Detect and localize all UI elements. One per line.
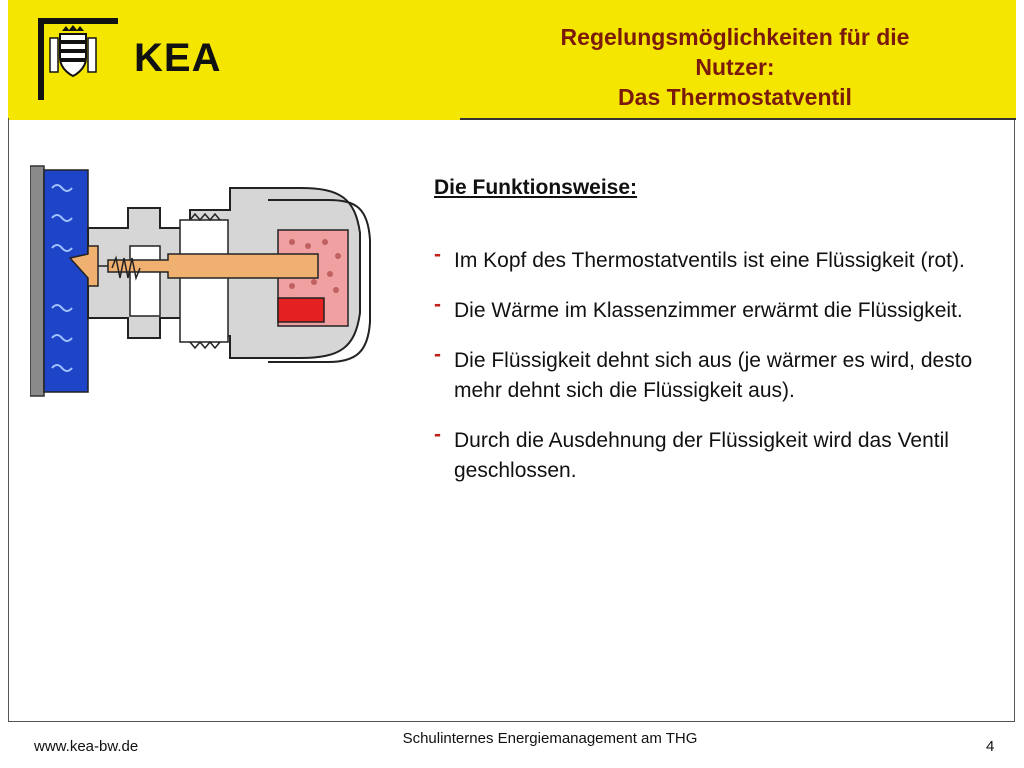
title-line: Regelungsmöglichkeiten für die (560, 24, 910, 50)
list-item (432, 423, 992, 486)
list-item (432, 343, 992, 406)
page-number: 4 (986, 738, 995, 755)
bullet-dash: - (434, 423, 441, 446)
thermostat-valve-diagram (30, 158, 380, 408)
bullet-text: Durch die Ausdehnung der Flüssigkeit wird das Ventil geschlossen. (454, 429, 949, 482)
bullet-dash: - (434, 293, 441, 316)
header-divider (460, 118, 1016, 120)
bullet-dash: - (434, 343, 441, 366)
bullet-text: Die Wärme im Klassenzimmer erwärmt die Flüssigkeit. (454, 299, 963, 322)
bullet-list (432, 243, 992, 506)
list-item (432, 243, 992, 276)
bullet-text: Im Kopf des Thermostatventils ist eine Flüssigkeit (rot). (454, 249, 965, 272)
section-heading: Die Funktionsweise: (434, 176, 638, 199)
list-item (432, 293, 992, 326)
bullet-dash: - (434, 243, 441, 266)
title-line: Das Thermostatventil (618, 84, 852, 110)
page-title (500, 22, 970, 112)
coat-of-arms-logo (38, 18, 118, 100)
bullet-text: Die Flüssigkeit dehnt sich aus (je wärmer es wird, desto mehr dehnt sich die Flüssigkeit aus). (454, 349, 973, 402)
kea-logo-text: KEA (134, 36, 222, 80)
title-line: Nutzer: (695, 54, 775, 80)
footer-url: www.kea-bw.de (34, 738, 139, 755)
footer-caption: Schulinternes Energiemanagement am THG (402, 730, 698, 747)
